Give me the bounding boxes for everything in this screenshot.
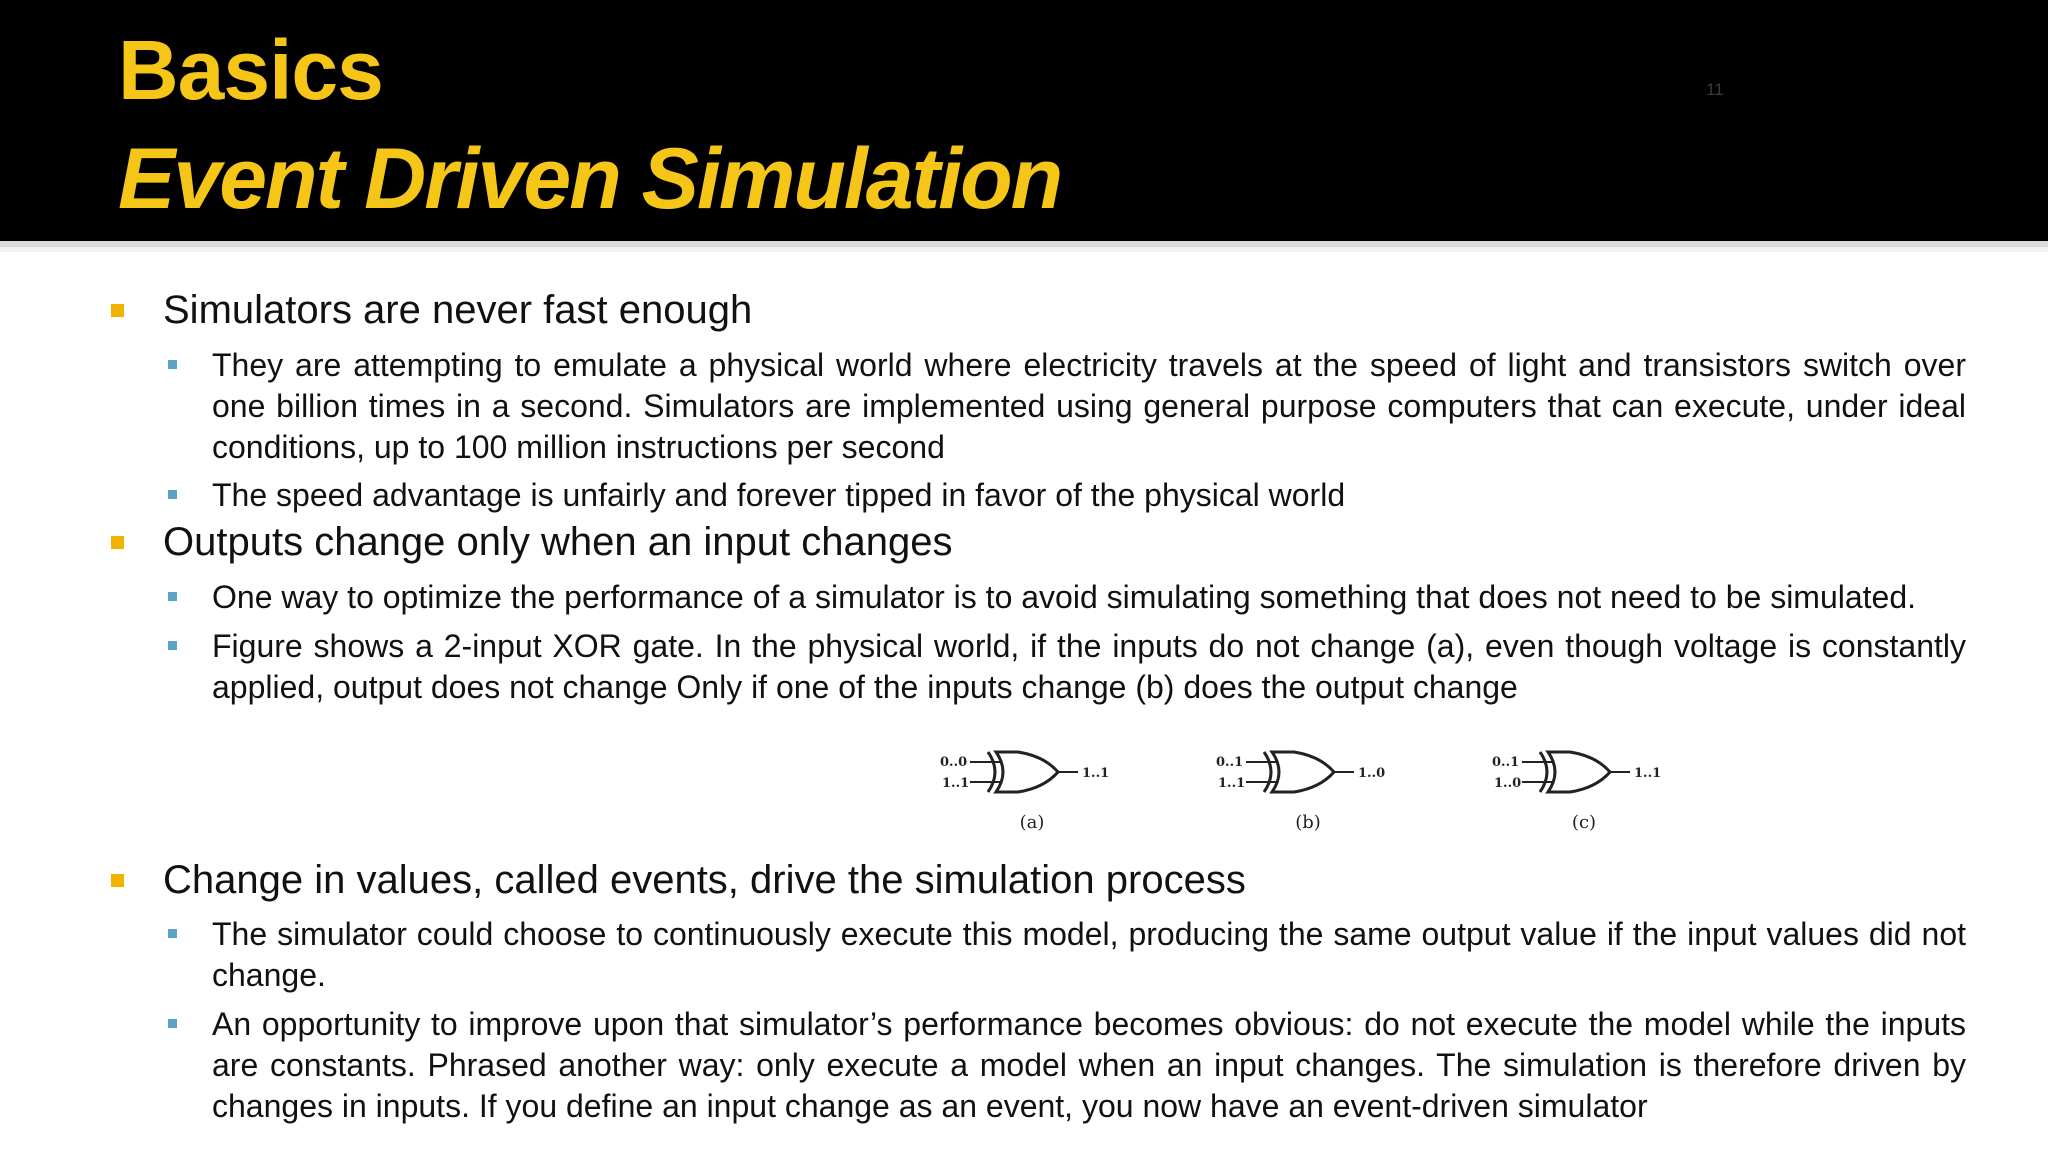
sub-bullet-marker	[168, 490, 177, 499]
slide-title-line2: Event Driven Simulation	[118, 131, 1062, 227]
bullet-marker	[111, 874, 124, 887]
gate-output: 1..1	[1634, 766, 1662, 781]
gate-input-2: 1..1	[1218, 776, 1246, 791]
gate-output: 1..0	[1358, 766, 1386, 781]
slide-number: 11	[1706, 80, 1724, 99]
sub-bullet-marker	[168, 641, 177, 650]
header-divider-shadow	[0, 247, 2048, 252]
gate-input-1: 0..1	[1492, 755, 1520, 770]
gate-input-1: 0..0	[940, 755, 968, 770]
bullet-text: Simulators are never fast enough	[163, 288, 753, 332]
sub-bullet-marker	[168, 360, 177, 369]
sub-bullet-marker	[168, 592, 177, 601]
gate-caption: (a)	[1019, 812, 1045, 833]
xor-gate-figure	[940, 740, 1720, 840]
slide-title-line1: Basics	[118, 23, 383, 117]
xor-gate-b	[1216, 752, 1385, 833]
bullet-marker	[111, 536, 124, 549]
bullet-text: Outputs change only when an input changes	[163, 520, 953, 564]
gate-caption: (c)	[1571, 812, 1597, 833]
sub-bullet-text: Figure shows a 2-input XOR gate. In the physical world, if the inputs do not change (a), even though voltage is constantly applied, output does not change Only if one of the inputs change (b) does the output change	[212, 628, 1966, 705]
sub-bullet-text: An opportunity to improve upon that simulator’s performance becomes obvious: do not execute the model while the inputs are constants. Phrased another way: only execute a model when an input changes. The simulation is therefore driven by changes in inputs. If you define an input change as an event, you now have an event-driven simulator	[212, 1006, 1966, 1124]
bullet-marker	[111, 304, 124, 317]
slide-content	[0, 262, 2048, 1152]
sub-bullet-text: One way to optimize the performance of a simulator is to avoid simulating something that does not need to be simulated.	[212, 579, 1917, 615]
sub-bullet-text: The simulator could choose to continuously execute this model, producing the same output value if the input values did not change.	[212, 916, 1966, 993]
xor-gate-a	[940, 752, 1109, 833]
gate-input-1: 0..1	[1216, 755, 1244, 770]
xor-gate-icon	[1540, 752, 1610, 792]
sub-bullet-text: They are attempting to emulate a physical world where electricity travels at the speed of light and transistors switch over one billion times in a second. Simulators are implemented using general purpose computers that can execute, under ideal conditions, up to 100 million instructions per second	[212, 347, 1966, 465]
gate-input-2: 1..1	[942, 776, 970, 791]
gate-caption: (b)	[1295, 812, 1321, 833]
sub-bullet-marker	[168, 1019, 177, 1028]
sub-bullet-marker	[168, 929, 177, 938]
sub-bullet-text: The speed advantage is unfairly and forever tipped in favor of the physical world	[212, 477, 1346, 513]
xor-gate-c	[1492, 752, 1661, 833]
xor-gate-icon	[1264, 752, 1334, 792]
slide-header	[0, 0, 2048, 241]
gate-input-2: 1..0	[1494, 776, 1522, 791]
gate-output: 1..1	[1082, 766, 1110, 781]
xor-gate-icon	[988, 752, 1058, 792]
bullet-text: Change in values, called events, drive the simulation process	[163, 858, 1246, 902]
